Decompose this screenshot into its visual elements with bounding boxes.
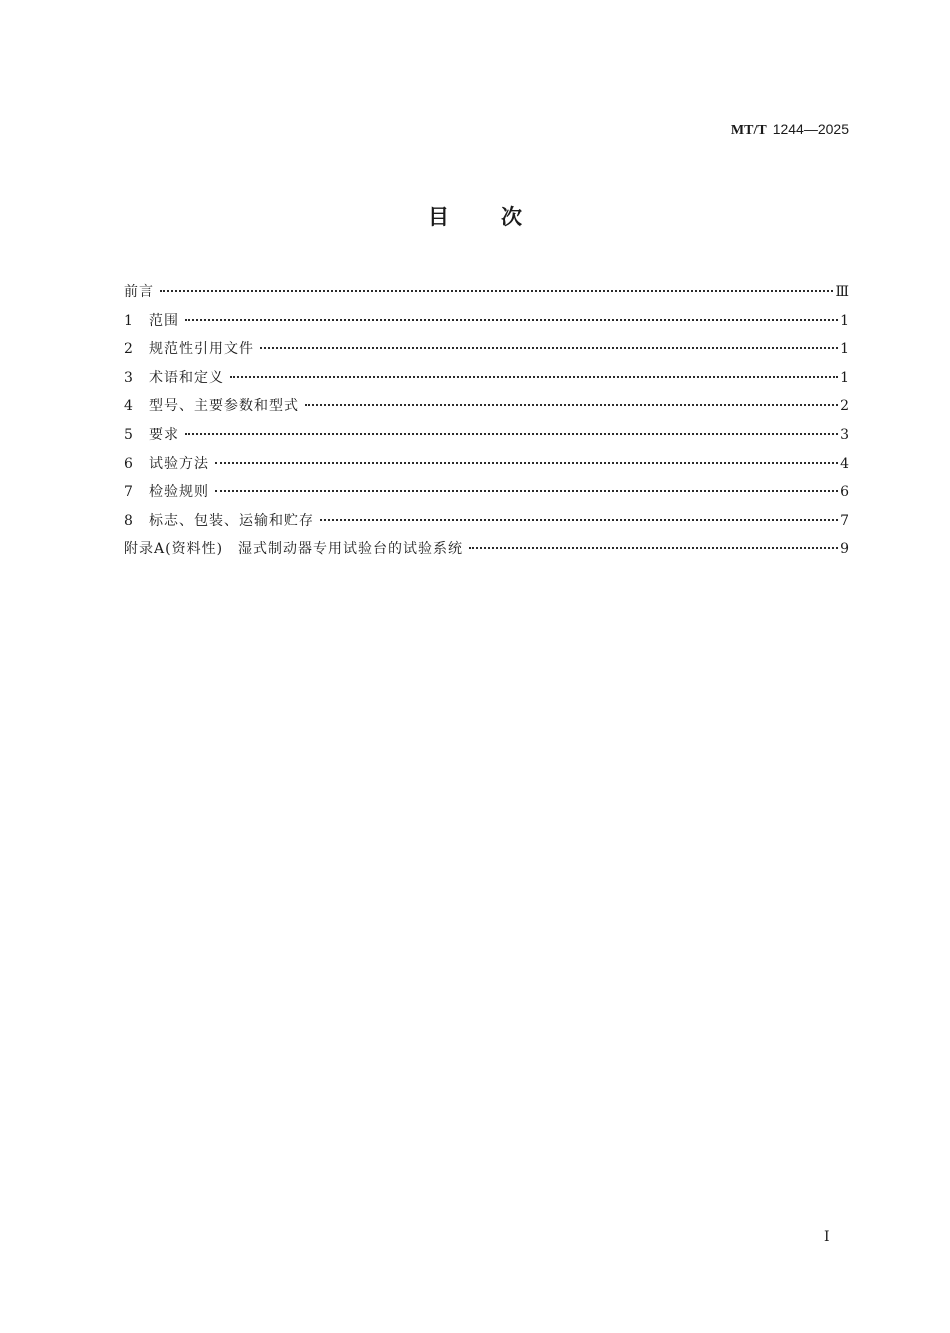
toc-entry-label: 前言 [124,284,154,300]
toc-entry-number: 5 [124,426,133,443]
toc-entry-8[interactable] [124,510,849,539]
toc-entry-page: 1 [840,369,849,386]
toc-entry-appendix-a[interactable] [124,538,849,567]
toc-entry-3[interactable] [124,367,849,396]
toc-entry-foreword[interactable] [124,281,849,310]
dot-leader [215,489,838,492]
toc-entry-page: 1 [840,312,849,329]
toc-entry-page: 7 [840,512,849,529]
dot-leader [215,461,838,464]
toc-entry-number: 8 [124,512,133,529]
toc-entry-number: 7 [124,484,133,501]
toc-title: 目次 [428,205,574,229]
standard-org: MT/T [730,123,767,138]
toc-entry-number: 1 [124,312,133,329]
toc-entry-7[interactable] [124,481,849,510]
toc-entry-label: 标志、包装、运输和贮存 [149,512,314,529]
toc-entry-5[interactable] [124,424,849,453]
toc-entry-page: 1 [840,341,849,358]
toc-entry-label: 型号、主要参数和型式 [149,398,299,415]
toc-entry-label: 附录A(资料性) 湿式制动器专用试验台的试验系统 [124,541,464,558]
toc-entry-page: 6 [840,484,849,501]
toc-entry-label: 术语和定义 [149,369,224,386]
dot-leader [230,375,838,378]
toc-entry-number: 4 [124,398,133,415]
toc-entry-page: Ⅲ [835,284,849,300]
toc-entry-label: 规范性引用文件 [149,341,254,358]
toc-entry-label: 要求 [149,426,179,443]
dot-leader [469,546,838,549]
dot-leader [160,289,833,292]
toc-entry-label: 试验方法 [149,455,209,472]
toc-entry-6[interactable] [124,453,849,482]
dot-leader [305,403,838,406]
toc-entry-2[interactable] [124,338,849,367]
dot-leader [185,318,838,321]
toc-entry-number: 3 [124,369,133,386]
toc-entry-page: 9 [840,541,849,558]
dot-leader [320,518,838,521]
toc-entry-label: 检验规则 [149,484,209,501]
toc-entry-1[interactable] [124,310,849,339]
toc-entry-page: 4 [840,455,849,472]
toc-list [124,281,849,567]
dot-leader [185,432,838,435]
toc-entry-page: 2 [840,398,849,415]
page-number: I [824,1229,830,1245]
standard-number: 1244—2025 [772,121,849,137]
dot-leader [260,346,838,349]
toc-entry-label: 范围 [149,312,179,329]
toc-entry-number: 6 [124,455,133,472]
toc-entry-page: 3 [840,426,849,443]
toc-entry-number: 2 [124,341,133,358]
toc-entry-4[interactable] [124,395,849,424]
standard-code [731,121,849,139]
